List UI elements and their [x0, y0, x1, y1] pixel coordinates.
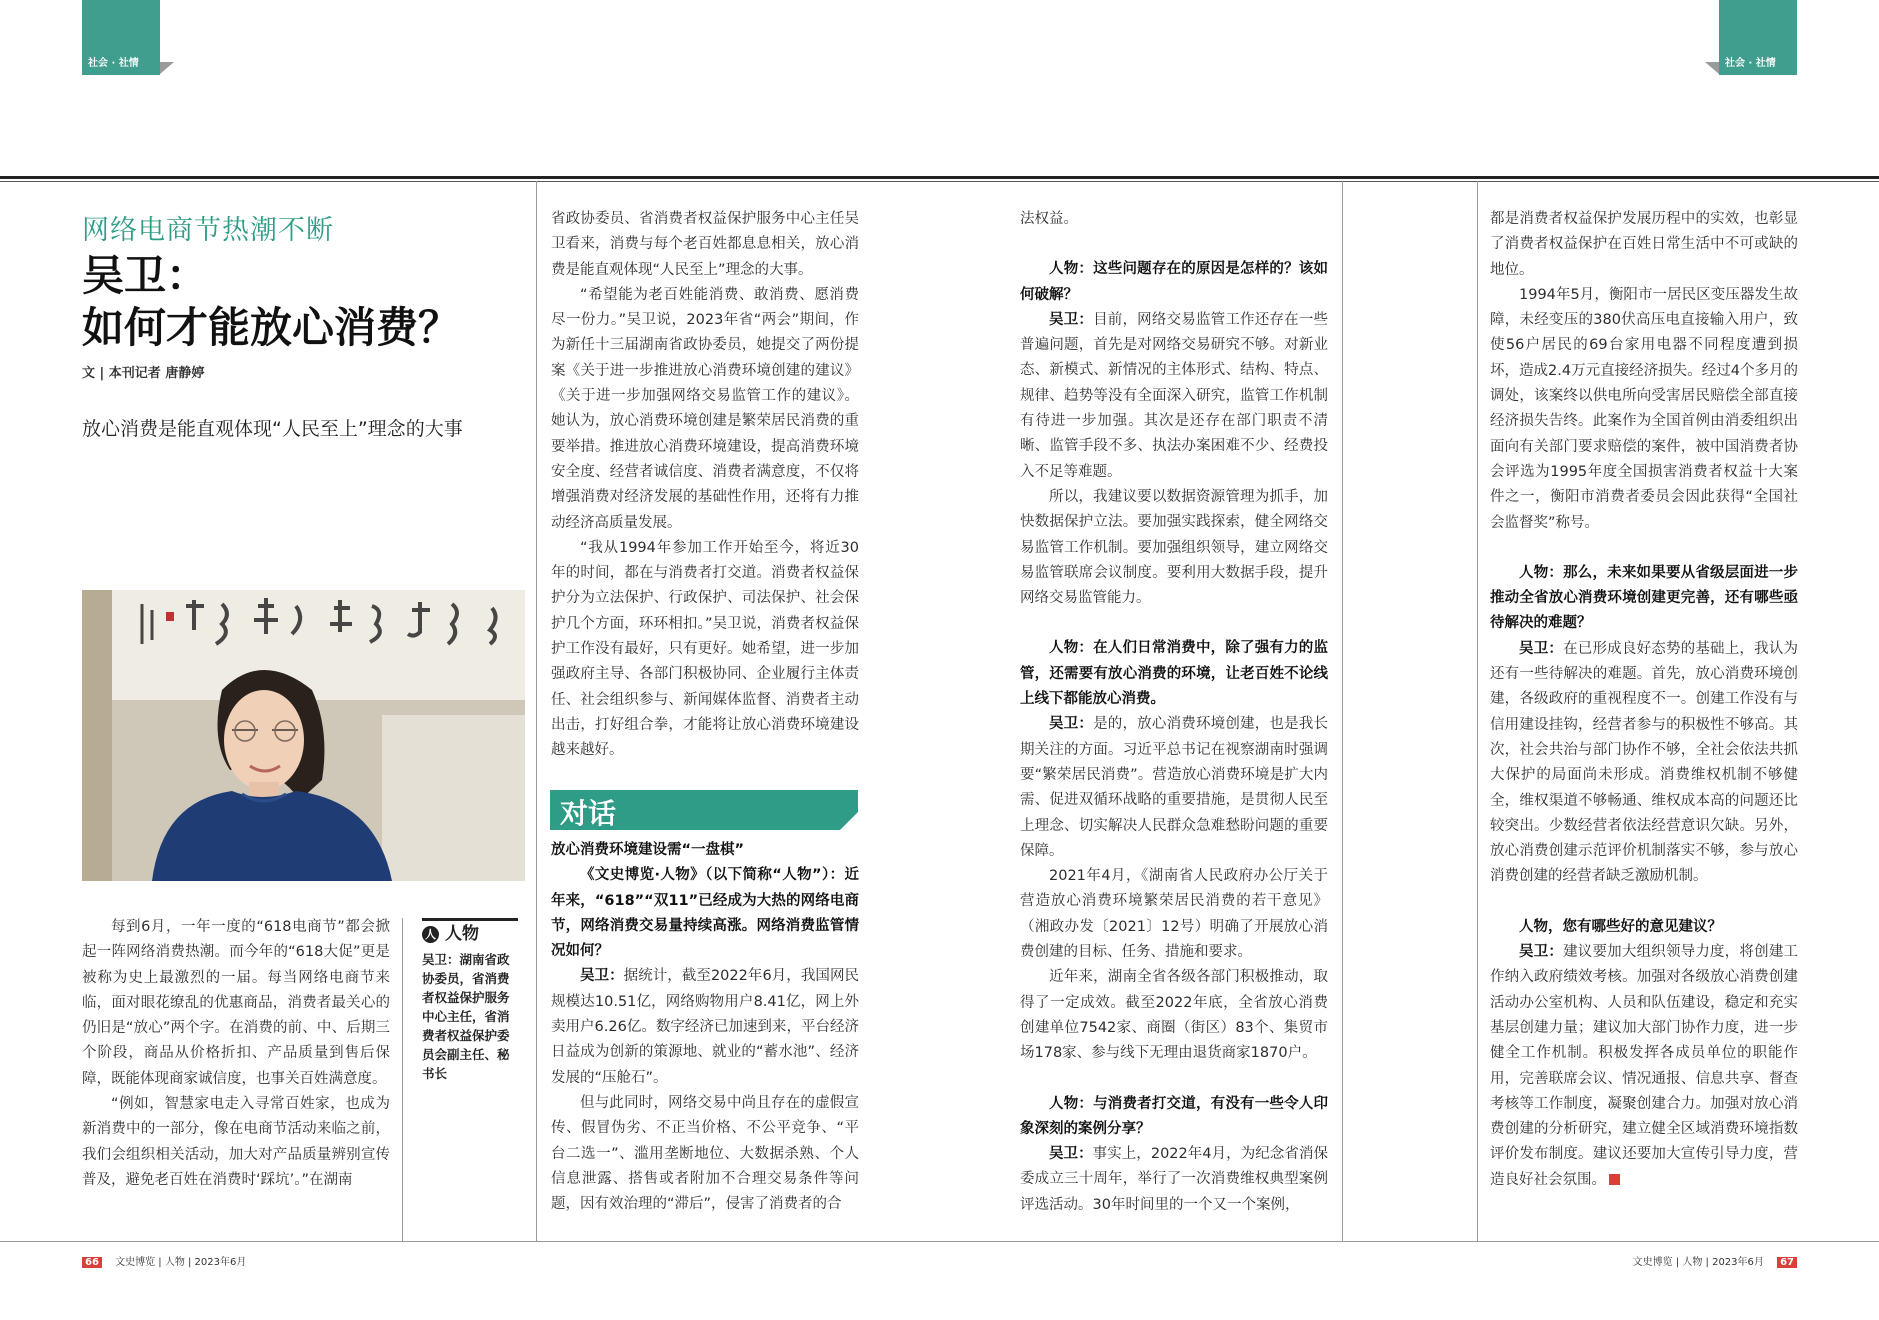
dialog-section-banner	[550, 790, 858, 830]
paragraph: 2021年4月，《湖南省人民政府办公厅关于营造放心消费环境繁荣居民消费的若干意见》（湘政办发〔2021〕12号）明确了开展放心消费创建的目标、任务、措施和要求。	[1020, 868, 1328, 961]
section-tab-label: 社会 · 社情	[88, 58, 139, 69]
dialog-label: 对话	[560, 797, 617, 830]
paragraph: “我从1994年参加工作开始至今，将近30年的时间，都在与消费者打交道。消费者权益保护分为立法保护、行政保护、司法保护、社会保护几个方面，环环相扣。”吴卫说，消费者权益保护工作没有最好，只有更好。她希望，进一步加强政府主导、各部门积极协同、企业履行主体责任、社会组织参与、新闻媒体监督、消费者主动出击，打好组合拳，才能将让放心消费环境建设越来越好。	[551, 539, 859, 759]
interview-question: 人物：这些问题存在的原因是怎样的？该如何破解？	[1020, 261, 1328, 303]
section-tab-right	[1719, 0, 1797, 75]
paragraph: “例如，智慧家电走入寻常百姓家，也成为新消费中的一部分，像在电商节活动来临之前，我们会组织相关活动，加大对产品质量辨别宣传普及，避免老百姓在消费时‘踩坑’。”在湖南	[82, 1096, 390, 1188]
column-divider	[1342, 181, 1343, 1241]
portrait-illustration	[82, 590, 525, 881]
paragraph: 所以，我建议要以数据资源管理为抓手，加快数据保护立法。要加强实践探索，健全网络交易监管工作机制。要加强组织领导，建立网络交易监管联席会议制度。要利用大数据手段，提升网络交易监管能力。	[1020, 488, 1328, 607]
paragraph: 都是消费者权益保护发展历程中的实效，也彰显了消费者权益保护在百姓日常生活中不可或缺的地位。	[1490, 211, 1798, 278]
body-column-2-dialog	[551, 838, 859, 1217]
paragraph: 1994年5月，衡阳市一居民区变压器发生故障，未经变压的380伏高压电直接输入用户，致使56户居民的69台家用电器不同程度遭到损坏，造成2.4万元直接经济损失。经过4个多月的调处，该案终以供电所向受害居民赔偿全部直接经济损失告终。此案作为全国首例由消委组织出面向有关部门要求赔偿的案件，被中国消费者协会评选为1995年度全国损害消费者权益十大案件之一，衡阳市消费者委员会因此获得“全国社会监督奖”称号。	[1490, 286, 1798, 531]
footer-publication: 文史博览 | 人物 | 2023年6月	[1632, 1257, 1764, 1268]
section-tab-left	[82, 0, 160, 75]
answer-speaker: 吴卫：	[580, 968, 624, 985]
paragraph: “希望能为老百姓能消费、敢消费、愿消费尽一份力。”吴卫说，2023年省“两会”期间，作为新任十三届湖南省政协委员，她提交了两份提案《关于进一步推进放心消费环境创建的建议》《关于进一步加强网络交易监管工作的建议》。她认为，放心消费环境创建是繁荣居民消费的重要举措。推进放心消费环境建设，提高消费环境安全度、经营者诚信度、消费者满意度，不仅将增强消费对经济发展的基础性作用，还将有力推动经济高质量发展。	[551, 286, 859, 531]
interview-question: 人物：与消费者打交道，有没有一些令人印象深刻的案例分享？	[1020, 1095, 1328, 1137]
person-badge-icon: 人	[422, 926, 439, 943]
answer-speaker: 吴卫：	[1049, 716, 1094, 733]
interview-answer	[1020, 308, 1328, 485]
interview-answer	[1490, 637, 1798, 890]
section-heading: 放心消费环境建设需“一盘棋”	[551, 842, 745, 858]
body-column-1	[82, 915, 390, 1193]
interview-question: 人物：那么，未来如果要从省级层面进一步推动全省放心消费环境创建更完善，还有哪些亟待解决的难题？	[1490, 564, 1798, 632]
answer-speaker: 吴卫：	[1049, 1146, 1093, 1163]
tab-corner-decoration	[1705, 62, 1719, 74]
end-mark-icon	[1609, 1174, 1620, 1185]
article-title	[82, 250, 460, 354]
article-subtitle: 放心消费是能直观体现“人民至上”理念的大事	[82, 418, 463, 440]
paragraph: 但与此同时，网络交易中尚且存在的虚假宣传、假冒伪劣、不正当价格、不公平竞争、“平台二选一”、滥用垄断地位、大数据杀熟、个人信息泄露、搭售或者附加不合理交易条件等问题，因有效治理的“滞后”，侵害了消费者的合	[551, 1094, 859, 1213]
article-kicker: 网络电商节热潮不断	[82, 215, 334, 246]
interview-question: 《文史博览·人物》（以下简称“人物”）：近年来，“618”“双11”已经成为大热的网络电商节，网络消费交易量持续高涨。网络消费监管情况如何？	[551, 867, 859, 960]
column-divider	[402, 918, 403, 1241]
answer-text: 在已形成良好态势的基础上，我认为还有一些待解决的难题。首先，放心消费环境创建，各级政府的重视程度不一。创建工作没有与信用建设挂钩，经营者参与的积极性不够高。其次，社会共治与部门协作不够，全社会依法共抓大保护的局面尚未形成。消费维权机制不够健全，维权渠道不够畅通、维权成本高的问题还比较突出。少数经营者依法经营意识欠缺。另外，放心消费创建示范评价机制落实不够，参与放心消费创建的经营者缺乏激励机制。	[1490, 640, 1799, 885]
paragraph: 每到6月，一年一度的“618电商节”都会掀起一阵网络消费热潮。而今年的“618大促”更是被称为史上最激烈的一届。每当网络电商节来临，面对眼花缭乱的优惠商品，消费者最关心的仍旧是“放心”两个字。在消费的前、中、后期三个阶段，商品从价格折扣、产品质量到售后保障，既能体现商家诚信度，也事关百姓满意度。	[82, 919, 390, 1087]
body-column-2	[551, 207, 859, 764]
answer-text: 据统计，截至2022年6月，我国网民规模达10.51亿，网络购物用户8.41亿，网上外卖用户6.26亿。数字经济已加速到来，平台经济日益成为创新的策源地、就业的“蓄水池”、经济发展的“压舱石”。	[551, 968, 859, 1086]
footer-left	[82, 1253, 246, 1268]
paragraph: 近年来，湖南全省各级各部门积极推动，取得了一定成效。截至2022年底，全省放心消费创建单位7542家、商圈（街区）83个、集贸市场178家、参与线下无理由退货商家1870户。	[1020, 969, 1328, 1062]
answer-speaker: 吴卫：	[1519, 944, 1564, 961]
top-rule	[0, 176, 1879, 179]
answer-text: 目前，网络交易监管工作还存在一些普遍问题，首先是对网络交易研究不够。对新业态、新模式、新情况的主体形式、结构、特点、规律、趋势等没有全面深入研究，监管工作机制有待进一步加强。其次是还存在部门职责不清晰、监管手段不多、执法办案困难不少、经费投入不足等难题。	[1020, 311, 1329, 480]
answer-text: 是的，放心消费环境创建，也是我长期关注的方面。习近平总书记在视察湖南时强调要“繁荣居民消费”。营造放心消费环境是扩大内需、促进双循环战略的重要措施，是贯彻人民至上理念、切实解决人民群众急难愁盼问题的重要保障。	[1020, 716, 1329, 859]
answer-speaker: 吴卫：	[1049, 311, 1094, 328]
footer-publication: 文史博览 | 人物 | 2023年6月	[115, 1257, 247, 1268]
paragraph: 省政协委员、省消费者权益保护服务中心主任吴卫看来，消费与每个老百姓都息息相关，放心消费是能直观体现“人民至上”理念的大事。	[551, 211, 859, 278]
interview-answer	[1020, 712, 1328, 864]
bottom-rule	[0, 1241, 1879, 1242]
column-divider	[536, 181, 537, 1241]
byline: 文 | 本刊记者 唐静婷	[82, 366, 205, 381]
person-info-box	[422, 918, 518, 1083]
interview-answer	[1020, 1142, 1328, 1218]
title-line: 吴卫：	[82, 251, 209, 300]
answer-text: 建议要加大组织领导力度，将创建工作纳入政府绩效考核。加强对各级放心消费创建活动办公室机构、人员和队伍建设，稳定和充实基层创建力量；建议加大部门协作力度，进一步健全工作机制。积极发挥各成员单位的职能作用，完善联席会议、情况通报、信息共享、督查考核等工作制度，凝聚创建合力。加强对放心消费创建的分析研究，建立健全区域消费环境指数评价发布制度。建议还要加大宣传引导力度，营造良好社会氛围。	[1490, 944, 1799, 1188]
person-box-title: 人物	[445, 924, 479, 944]
body-column-3	[1020, 207, 1328, 1218]
page-number: 67	[1777, 1257, 1797, 1268]
person-box-text: 吴卫：湖南省政协委员，省消费者权益保护服务中心主任，省消费者权益保护委员会副主任、秘书长	[422, 952, 510, 1081]
interview-answer	[1490, 940, 1798, 1193]
column-divider	[1477, 181, 1478, 1241]
portrait-photo	[82, 590, 525, 881]
footer-right	[1633, 1253, 1797, 1268]
interview-question: 人物：在人们日常消费中，除了强有力的监管，还需要有放心消费的环境，让老百姓不论线上线下都能放心消费。	[1020, 640, 1328, 708]
answer-text: 事实上，2022年4月，为纪念省消保委成立三十周年，举行了一次消费维权典型案例评选活动。30年时间里的一个又一个案例，	[1020, 1146, 1328, 1213]
body-column-4	[1490, 207, 1798, 1193]
paragraph: 法权益。	[1020, 211, 1078, 227]
page-number: 66	[82, 1257, 102, 1268]
person-box-heading	[422, 918, 518, 944]
answer-speaker: 吴卫：	[1519, 640, 1564, 657]
section-tab-label: 社会 · 社情	[1725, 58, 1776, 69]
title-line: 如何才能放心消费？	[82, 303, 461, 352]
tab-corner-decoration	[160, 62, 174, 74]
interview-answer	[551, 964, 859, 1090]
interview-question: 人物，您有哪些好的意见建议？	[1519, 918, 1722, 935]
top-rule-thin	[0, 181, 1879, 182]
